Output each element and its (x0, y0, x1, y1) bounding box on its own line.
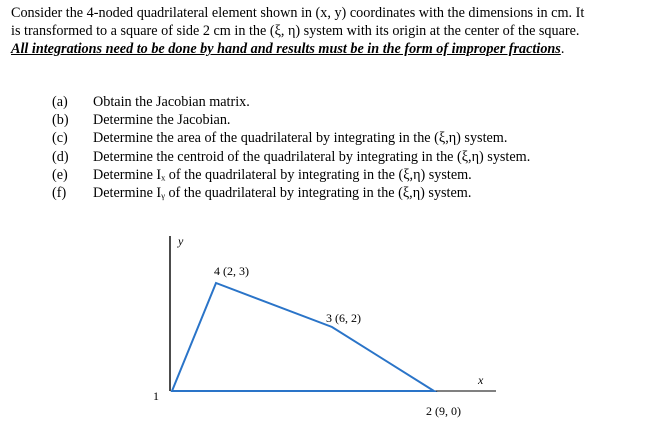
part-text: Obtain the Jacobian matrix. (93, 94, 250, 110)
part-label: (a) (52, 94, 68, 110)
quadrilateral-element (172, 283, 434, 391)
node-2-label: 2 (9, 0) (426, 404, 461, 418)
part-label: (f) (52, 185, 67, 202)
y-axis-label: y (178, 234, 184, 248)
part-text: Determine Iₓ of the quadrilateral by integrating in the (ξ,η) system. (93, 166, 472, 183)
problem-line-1: Consider the 4-noded quadrilateral element shown in (x, y) coordinates with the dimensions in cm. It (11, 5, 585, 21)
part-label: (e) (52, 166, 68, 183)
node-4-label: 4 (2, 3) (214, 264, 249, 278)
integration-instruction: All integrations need to be done by hand and results must be in the form of improper fractions (11, 41, 561, 57)
problem-line-2: is transformed to a square of side 2 cm in the (ξ, η) system with its origin at the center of the square. (11, 23, 580, 39)
instruction-period: . (560, 41, 565, 57)
node-1-label: 1 (153, 389, 159, 403)
x-axis-label: x (478, 373, 484, 387)
part-label: (b) (52, 112, 69, 129)
part-label: (d) (52, 148, 69, 165)
part-text: Determine Iᵧ of the quadrilateral by integrating in the (ξ,η) system. (93, 185, 472, 202)
part-text: Determine the Jacobian. (93, 112, 231, 129)
node-3-label: 3 (6, 2) (326, 311, 361, 325)
part-text: Determine the area of the quadrilateral by integrating in the (ξ,η) system. (93, 130, 508, 147)
part-label: (c) (52, 130, 68, 147)
part-text: Determine the centroid of the quadrilateral by integrating in the (ξ,η) system. (93, 148, 531, 165)
